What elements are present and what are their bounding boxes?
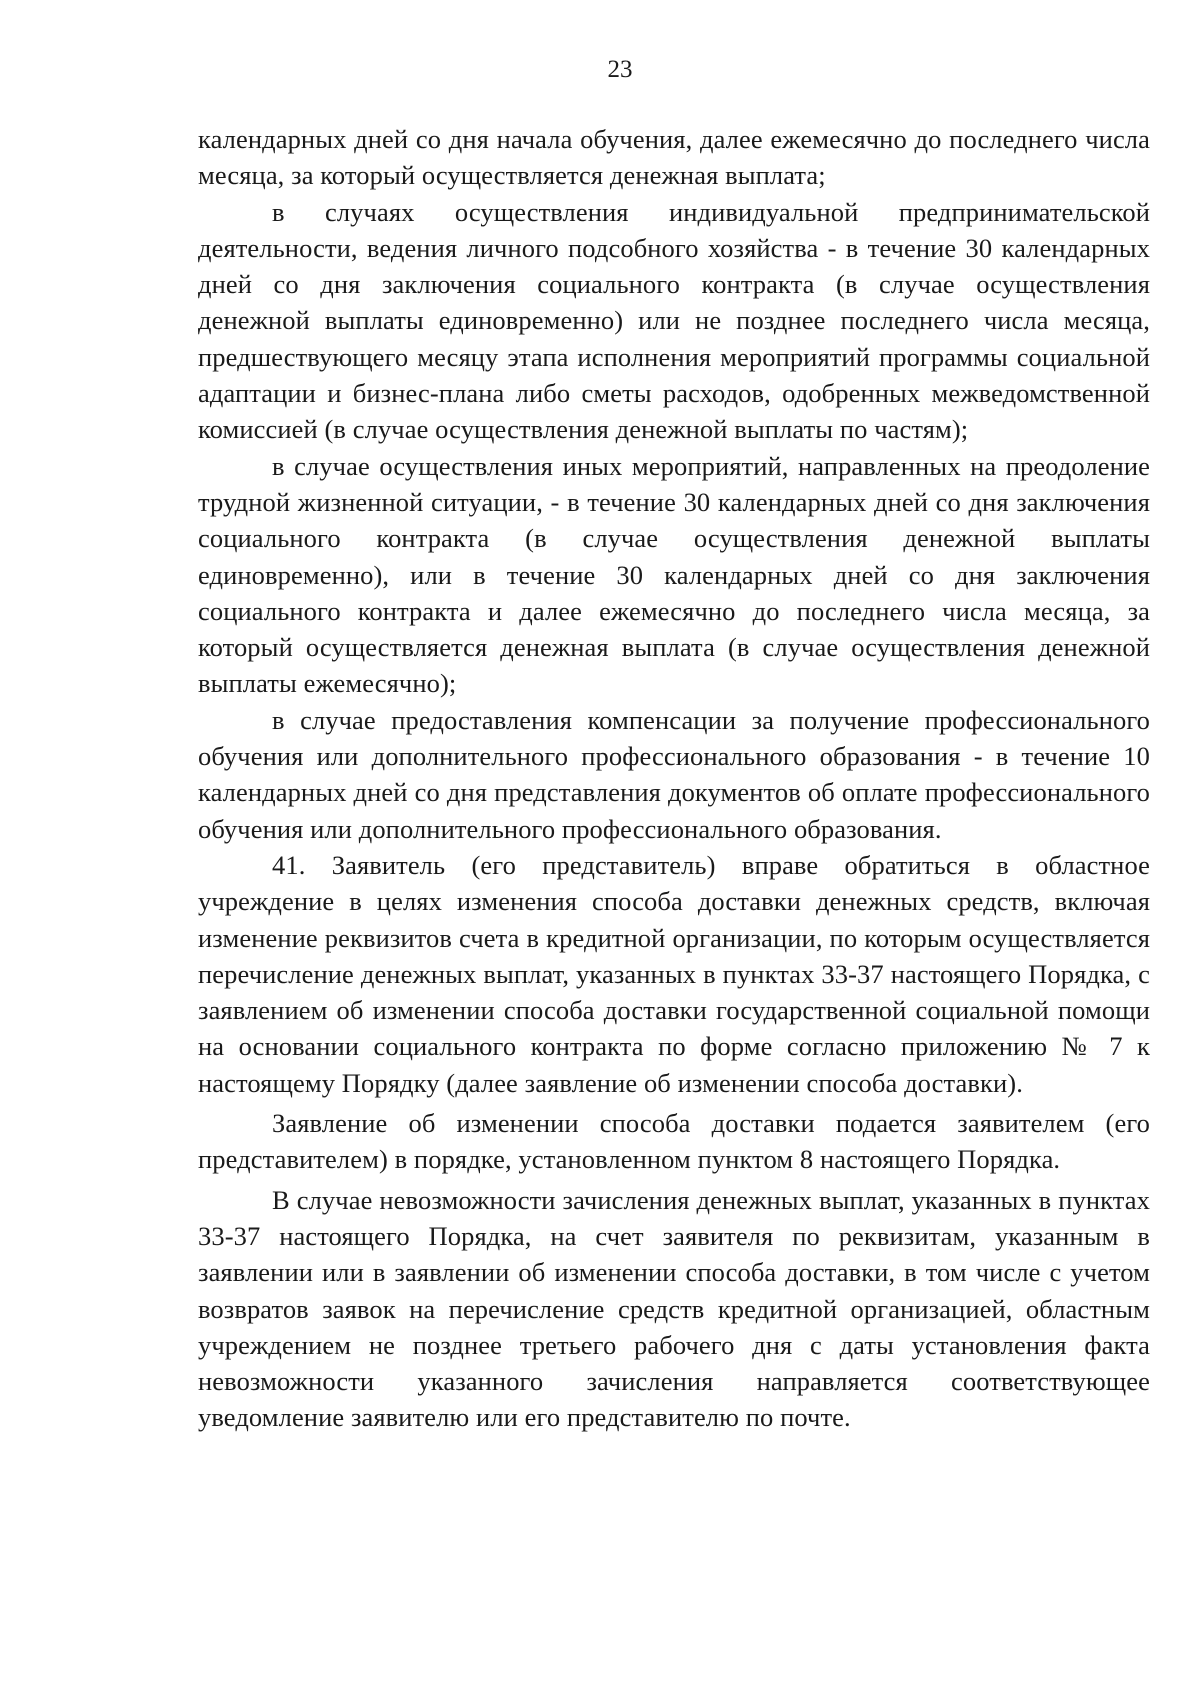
paragraph-other-measures: в случае осуществления иных мероприятий, направленных на преодоление трудной жизненной ситуации, - в течение 30 календарных дней со дня заключения социального контракта (в случае осуществления денежной выплаты единовременно), или в течение 30 календарных дней со дня заключения социального контракта и далее ежемесячно до последнего числа месяца, за который осуществляется денежная выплата (в случае осуществления денежной выплаты ежемесячно);: [198, 450, 1150, 699]
paragraph-application-submission: Заявление об изменении способа доставки подается заявителем (его представителем) в порядке, установленном пунктом 8 настоящего Порядка.: [198, 1108, 1150, 1175]
document-body: [198, 121, 1150, 1436]
paragraph-clause-41: 41. Заявитель (его представитель) вправе обратиться в областное учреждение в целях изменения способа доставки денежных средств, включая изменение реквизитов счета в кредитной организации, по которым осуществляется перечисление денежных выплат, указанных в пунктах 33-37 настоящего Порядка, с заявлением об изменении способа доставки государственной социальной помощи на основании социального контракта по форме согласно приложению № 7 к настоящему Порядку (далее заявление об изменении способа доставки).: [198, 849, 1150, 1098]
paragraph-compensation: в случае предоставления компенсации за получение профессионального обучения или дополнительного профессионального образования - в течение 10 календарных дней со дня представления документов об оплате профессионального обучения или дополнительного профессионального образования.: [198, 704, 1150, 844]
paragraph-continuation: календарных дней со дня начала обучения, далее ежемесячно до последнего числа месяца, за который осуществляется денежная выплата;: [198, 124, 1150, 191]
paragraph-entrepreneurship: в случаях осуществления индивидуальной предпринимательской деятельности, ведения личного подсобного хозяйства - в течение 30 календарных дней со дня заключения социального контракта (в случае осуществления денежной выплаты единовременно) или не позднее последнего числа месяца, предшествующего месяцу этапа исполнения мероприятий программы социальной адаптации и бизнес-плана либо сметы расходов, одобренных межведомственной комиссией (в случае осуществления денежной выплаты по частям);: [198, 196, 1150, 445]
paragraph-impossibility-notice: В случае невозможности зачисления денежных выплат, указанных в пунктах 33-37 настоящего Порядка, на счет заявителя по реквизитам, указанным в заявлении или в заявлении об изменении способа доставки, в том числе с учетом возвратов заявок на перечисление средств кредитной организацией, областным учреждением не позднее третьего рабочего дня с даты установления факта невозможности указанного зачисления направляется соответствующее уведомление заявителю или его представителю по почте.: [198, 1184, 1150, 1433]
page-number: 23: [607, 56, 633, 83]
